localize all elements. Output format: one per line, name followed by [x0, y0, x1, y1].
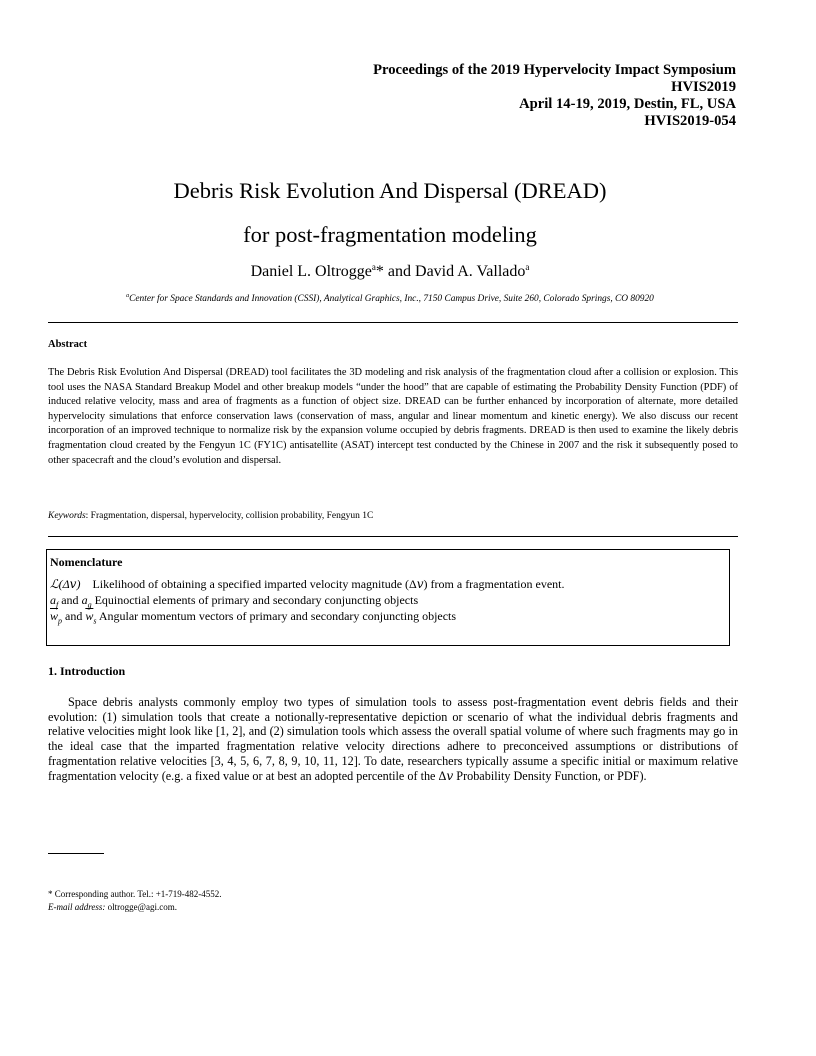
footnote-email: [48, 902, 177, 912]
nomenclature-row: [50, 609, 456, 625]
nomenclature-row: [50, 577, 564, 592]
nomenclature-symbol: $\overline{w}$: [50, 609, 59, 623]
corresponding-marker: *: [375, 263, 384, 280]
nomenclature-heading: Nomenclature: [50, 555, 123, 569]
paper-title-line-2: for post-fragmentation modeling: [243, 222, 537, 247]
paper-id: HVIS2019-054: [644, 113, 736, 129]
nomenclature-row: [50, 593, 418, 609]
symbol-conjunction: and: [62, 609, 86, 623]
author-conjunction: and: [383, 263, 416, 280]
abstract-heading: Abstract: [48, 339, 88, 350]
email-address: oltrogge@agi.com.: [105, 902, 177, 912]
divider: [48, 322, 738, 323]
author-name: David A. Vallado: [415, 263, 526, 280]
author-list: [0, 262, 780, 281]
section-heading-introduction: 1. Introduction: [48, 664, 126, 678]
proceedings-title: Proceedings of the 2019 Hypervelocity Impact Symposium: [373, 62, 736, 78]
nomenclature-symbol: $\overline{w}$: [85, 609, 94, 623]
author-name: Daniel L. Oltrogge: [250, 263, 372, 280]
affiliation-marker: a: [126, 293, 130, 299]
nomenclature-definition: Equinoctial elements of primary and secondary conjuncting objects: [94, 593, 419, 607]
paper-title-line-1: Debris Risk Evolution And Dispersal (DREAD): [173, 178, 607, 203]
affiliation: [0, 293, 780, 304]
nomenclature-symbol: a: [81, 593, 88, 607]
divider: [48, 536, 738, 537]
keywords-text: : Fragmentation, dispersal, hypervelocity, collision probability, Fengyun 1C: [85, 511, 374, 521]
nomenclature-symbol: a: [50, 593, 56, 607]
symbol-subscript: g: [87, 600, 92, 610]
introduction-body: Space debris analysts commonly employ two types of simulation tools to assess post-fragmentation event debris fields and their evolution: (1) simulation tools that create a notionally-representative depiction or scenario of what the individual debris fragments and relative velocities might look like [1, 2], and (2) simulation tools which assess the overall spatial volume of where such fragments may go in the ideal case that the imparted fragmentation relative velocity directions adhere to preconceived assumptions or distributions of fragmentation relative velocities [3, 4, 5, 6, 7, 8, 9, 10, 11, 12]. To date, researchers typically assume a specific initial or maximum relative fragmentation velocity (e.g. a fixed value or at best an adopted percentile of the Δ𝑣 Probability Density Function, or PDF).: [48, 695, 738, 783]
symbol-conjunction: and: [58, 593, 82, 607]
nomenclature-definition: Likelihood of obtaining a specified imparted velocity magnitude (Δ𝑣) from a fragmentation event.: [92, 577, 565, 591]
proceedings-header: [373, 62, 736, 130]
affiliation-marker: a: [525, 262, 530, 272]
affiliation-marker: a: [371, 262, 376, 272]
abstract-body: The Debris Risk Evolution And Dispersal (DREAD) tool facilitates the 3D modeling and risk analysis of the fragmentation cloud after a collision or explosion. This tool uses the NASA Standard Breakup Model and other breakup models “under the hood” that are capable of estimating the Probability Density Function (PDF) of induced relative velocity, mass and area of fragments as a function of object size. DREAD can be further enhanced by incorporation of alternate, more detailed hypervelocity simulations that enforce conservation laws (conservation of mass, angular and linear momentum and kinetic energy). We also discuss our recent incorporation of an improved technique to normalize risk by the expansion volume occupied by debris fragments. DREAD is then used to examine the likely debris fragmentation cloud created by the Fengyun 1C (FY1C) antisatellite (ASAT) intercept test conducted by the Chinese in 2007 and the risk it subsequently posed to other spacecraft and the cloud’s evolution and dispersal.: [48, 367, 738, 466]
footnote-corresponding-author: * Corresponding author. Tel.: +1-719-482-4552.: [48, 889, 222, 899]
affiliation-text: Center for Space Standards and Innovation (CSSI), Analytical Graphics, Inc., 7150 Campus Drive, Suite 260, Colorado Springs, CO 80920: [129, 294, 654, 304]
nomenclature-symbol: ℒ(Δ𝑣): [50, 577, 81, 591]
footnote-divider: [48, 853, 104, 854]
symbol-subscript: s: [93, 616, 97, 626]
nomenclature-definition: Angular momentum vectors of primary and secondary conjuncting objects: [98, 609, 457, 623]
keywords-label: Keywords: [48, 511, 86, 521]
conference-code: HVIS2019: [671, 79, 736, 95]
symbol-subscript: p: [58, 616, 63, 626]
conference-dates-location: April 14-19, 2019, Destin, FL, USA: [519, 96, 736, 112]
symbol-subscript: f: [56, 600, 59, 610]
email-label: E-mail address:: [48, 902, 106, 912]
keywords: [48, 511, 373, 521]
